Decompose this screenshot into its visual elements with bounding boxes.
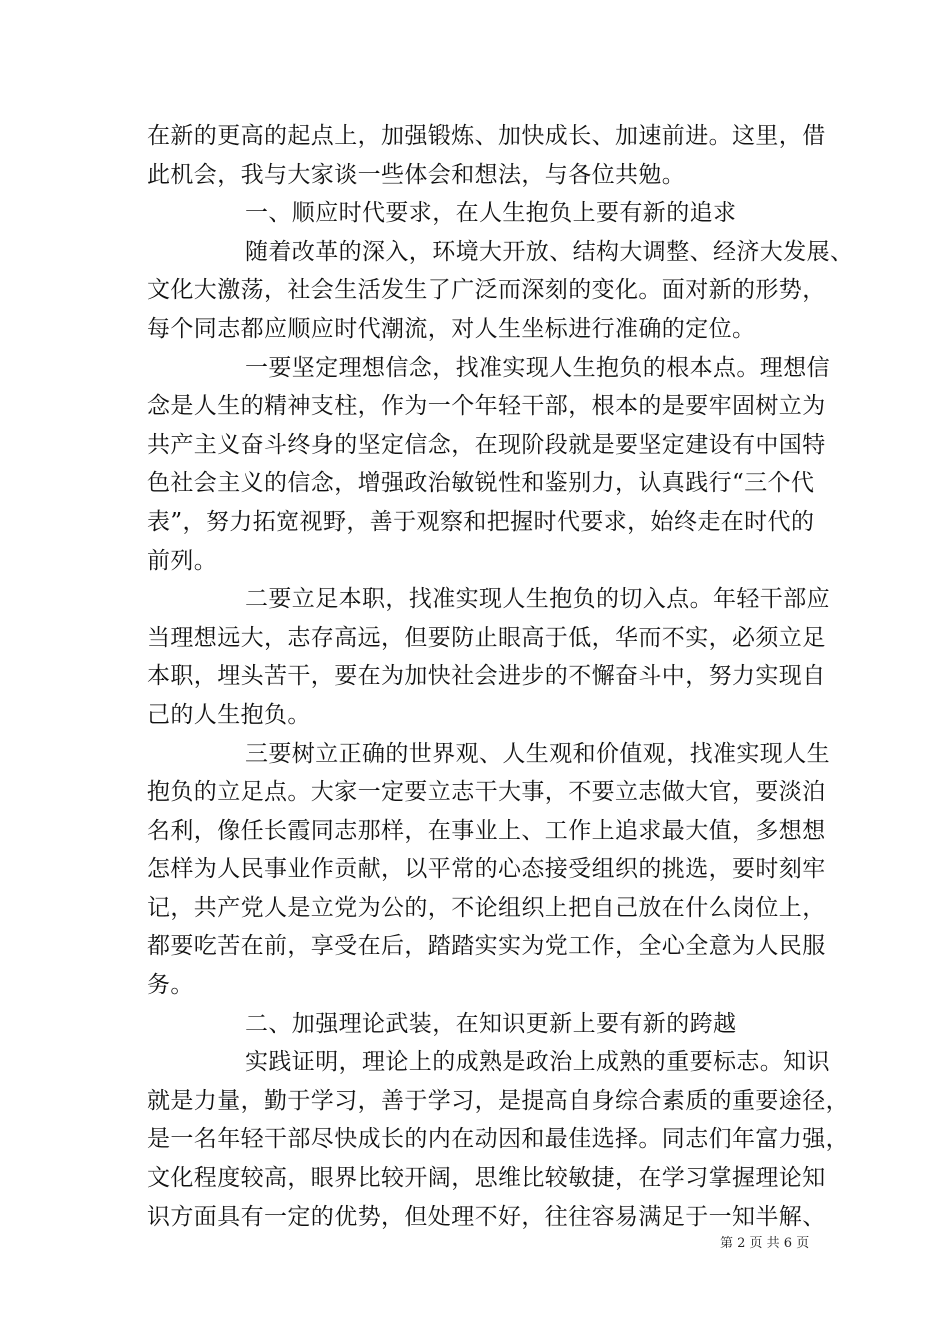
text-line: 务。	[147, 972, 194, 999]
text-line: 都要吃苦在前，享受在后，踏踏实实为党工作，全心全意为人民服	[147, 933, 826, 960]
text-line: 当理想远大，志存高远，但要防止眼高于低，华而不实，必须立足	[147, 624, 826, 651]
text-line: 怎样为人民事业作贡献，以平常的心态接受组织的挑选，要时刻牢	[147, 856, 826, 883]
text-line: 实践证明，理论上的成熟是政治上成熟的重要标志。知识	[245, 1049, 830, 1076]
text-line: 三要树立正确的世界观、人生观和价值观，找准实现人生	[245, 740, 830, 767]
text-line: 记，共产党人是立党为公的，不论组织上把自己放在什么岗位上，	[147, 894, 826, 921]
text-line: 名利，像任长霞同志那样，在事业上、工作上追求最大值，多想想	[147, 817, 826, 844]
text-line: 念是人生的精神支柱，作为一个年轻干部，根本的是要牢固树立为	[147, 393, 826, 420]
text-line: 己的人生抱负。	[147, 701, 311, 728]
text-line: 二、加强理论武装，在知识更新上要有新的跨越	[245, 1010, 737, 1037]
text-line: 色社会主义的信念，增强政治敏锐性和鉴别力，认真践行“三个代	[147, 470, 815, 497]
text-line: 是一名年轻干部尽快成长的内在动因和最佳选择。同志们年富力强，	[147, 1126, 849, 1153]
text-line: 文化程度较高，眼界比较开阔，思维比较敏捷，在学习掌握理论知	[147, 1165, 826, 1192]
text-line: 一要坚定理想信念，找准实现人生抱负的根本点。理想信	[245, 354, 830, 381]
text-line: 抱负的立足点。大家一定要立志干大事，不要立志做大官，要淡泊	[147, 779, 826, 806]
text-line: 此机会，我与大家谈一些体会和想法，与各位共勉。	[147, 161, 686, 188]
text-line: 文化大激荡，社会生活发生了广泛而深刻的变化。面对新的形势，	[147, 277, 826, 304]
text-line: 一、顺应时代要求，在人生抱负上要有新的追求	[245, 200, 737, 227]
text-line: 前列。	[147, 547, 218, 574]
text-line: 二要立足本职，找准实现人生抱负的切入点。年轻干部应	[245, 586, 830, 613]
page-number: 第 2 页 共 6 页	[720, 1236, 810, 1251]
text-line: 共产主义奋斗终身的坚定信念，在现阶段就是要坚定建设有中国特	[147, 431, 826, 458]
body-text	[147, 117, 854, 1236]
text-line: 每个同志都应顺应时代潮流，对人生坐标进行准确的定位。	[147, 315, 756, 342]
text-line: 本职，埋头苦干，要在为加快社会进步的不懈奋斗中，努力实现自	[147, 663, 826, 690]
text-line: 识方面具有一定的优势，但处理不好，往往容易满足于一知半解、	[147, 1203, 826, 1230]
text-line: 就是力量，勤于学习，善于学习，是提高自身综合素质的重要途径，	[147, 1087, 849, 1114]
text-line: 在新的更高的起点上，加强锻炼、加快成长、加速前进。这里，借	[147, 123, 826, 149]
text-line: 随着改革的深入，环境大开放、结构大调整、经济大发展、	[245, 238, 854, 265]
text-line: 表”，努力拓宽视野，善于观察和把握时代要求，始终走在时代的	[147, 508, 815, 535]
